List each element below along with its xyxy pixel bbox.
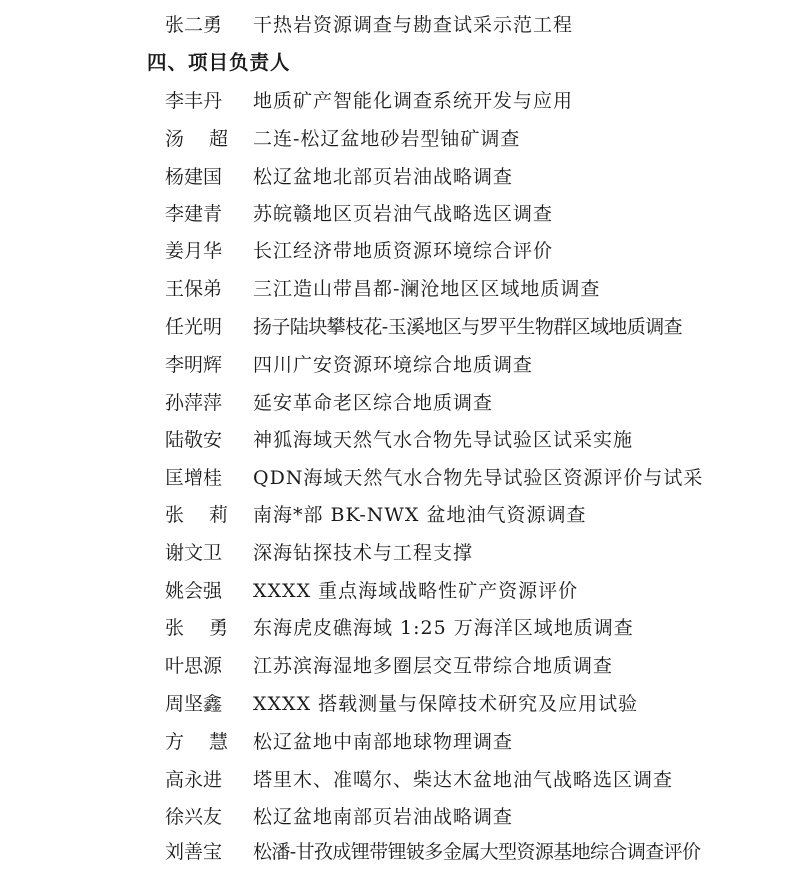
list-item [0, 385, 800, 422]
list-item [0, 648, 800, 685]
person-name: 谢文卫 [165, 542, 223, 564]
person-name: 徐兴友 [165, 806, 223, 828]
list-item [0, 159, 800, 196]
project-title: 神狐海域天然气水合物先导试验区试采实施 [253, 429, 634, 451]
project-title: 地质矿产智能化调查系统开发与应用 [253, 90, 574, 112]
list-item [0, 347, 800, 384]
project-title: XXXX 重点海域战略性矿产资源评价 [253, 580, 579, 602]
project-title: 松辽盆地中南部地球物理调查 [253, 731, 514, 753]
project-title: 四川广安资源环境综合地质调查 [253, 354, 534, 376]
person-name: 张二勇 [165, 14, 223, 36]
project-title: 干热岩资源调查与勘查试采示范工程 [253, 14, 574, 36]
project-title: 长江经济带地质资源环境综合评价 [253, 240, 554, 262]
project-title: 南海*部 BK-NWX 盆地油气资源调查 [253, 504, 587, 526]
list-item [0, 573, 800, 610]
list-item [0, 460, 800, 497]
list-item [0, 121, 800, 158]
project-title: 二连-松辽盆地砂岩型铀矿调查 [253, 128, 521, 150]
project-title: 松潘-甘孜成锂带锂铍多金属大型资源基地综合调查评价 [253, 841, 701, 863]
list-item [0, 535, 800, 572]
list-item [0, 799, 800, 836]
person-name: 王保弟 [165, 278, 223, 300]
project-title: 深海钻探技术与工程支撑 [253, 542, 474, 564]
list-item [0, 83, 800, 120]
section-heading: 四、项目负责人 [147, 51, 291, 74]
list-item [0, 233, 800, 270]
project-title: 三江造山带昌都-澜沧地区区域地质调查 [253, 278, 601, 300]
person-name: 姚会强 [165, 580, 223, 602]
list-item [0, 196, 800, 233]
list-item [0, 422, 800, 459]
person-name: 陆敬安 [165, 429, 223, 451]
project-title: 延安革命老区综合地质调查 [253, 392, 494, 414]
person-name: 张莉 [165, 504, 254, 526]
person-name: 任光明 [165, 316, 223, 338]
list-item [0, 271, 800, 308]
person-name: 匡增桂 [165, 467, 223, 489]
project-title: XXXX 搭载测量与保障技术研究及应用试验 [253, 693, 639, 715]
person-name: 李建青 [165, 203, 223, 225]
person-name: 周坚鑫 [165, 693, 223, 715]
list-item [0, 686, 800, 723]
project-title: 松辽盆地北部页岩油战略调查 [253, 166, 514, 188]
project-title: 苏皖赣地区页岩油气战略选区调查 [253, 203, 554, 225]
project-title: 江苏滨海湿地多圈层交互带综合地质调查 [253, 655, 614, 677]
person-name: 李丰丹 [165, 90, 223, 112]
person-name: 张勇 [165, 617, 254, 639]
project-title: 塔里木、准噶尔、柴达木盆地油气战略选区调查 [253, 769, 674, 791]
project-title: QDN海域天然气水合物先导试验区资源评价与试采 [253, 467, 704, 489]
person-name: 叶思源 [165, 655, 223, 677]
list-item [0, 834, 800, 871]
project-title: 扬子陆块攀枝花-玉溪地区与罗平生物群区域地质调查 [253, 316, 683, 338]
list-item [0, 309, 800, 346]
list-item [0, 497, 800, 534]
list-item [0, 7, 800, 44]
list-item [0, 724, 800, 761]
person-name: 汤超 [165, 128, 254, 150]
project-title: 松辽盆地南部页岩油战略调查 [253, 806, 514, 828]
person-name: 李明辉 [165, 354, 223, 376]
list-item [0, 762, 800, 799]
person-name: 方慧 [165, 731, 254, 753]
person-name: 孙萍萍 [165, 392, 223, 414]
person-name: 杨建国 [165, 166, 223, 188]
person-name: 高永进 [165, 769, 223, 791]
person-name: 姜月华 [165, 240, 223, 262]
person-name: 刘善宝 [165, 841, 223, 863]
list-item [0, 610, 800, 647]
project-title: 东海虎皮礁海域 1:25 万海洋区域地质调查 [253, 617, 634, 639]
